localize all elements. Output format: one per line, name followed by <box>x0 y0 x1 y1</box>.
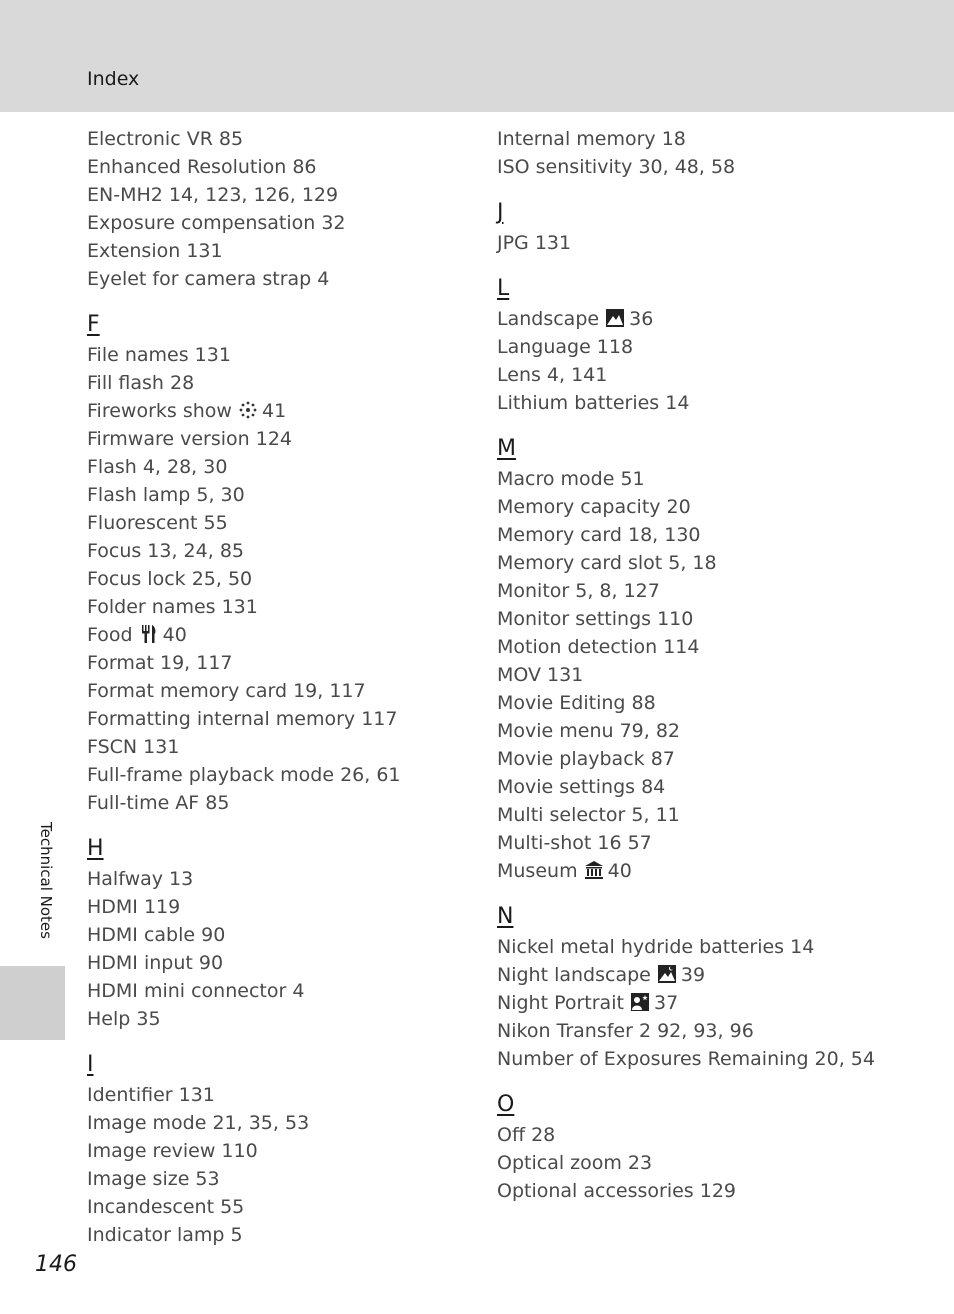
food-icon <box>139 624 159 644</box>
index-letter-m: M <box>497 436 516 461</box>
index-entry[interactable]: Nickel metal hydride batteries 14 <box>497 936 815 958</box>
fireworks-icon <box>238 400 258 420</box>
index-entry[interactable]: Eyelet for camera strap 4 <box>87 268 330 290</box>
index-group-j <box>497 229 875 257</box>
index-group-f-a <box>87 341 401 397</box>
index-group-e-continued <box>87 125 401 293</box>
index-entry[interactable]: Format 19, 117 <box>87 652 233 674</box>
index-entry[interactable]: Monitor settings 110 <box>497 608 694 630</box>
index-letter-j: J <box>497 200 504 225</box>
entry-label: Food <box>87 624 133 646</box>
index-entry[interactable]: Flash lamp 5, 30 <box>87 484 245 506</box>
index-group-f-c <box>87 649 401 817</box>
index-entry[interactable]: Formatting internal memory 117 <box>87 708 398 730</box>
index-entry[interactable]: HDMI mini connector 4 <box>87 980 305 1002</box>
index-letter-f: F <box>87 312 100 337</box>
index-entry[interactable]: Fluorescent 55 <box>87 512 228 534</box>
index-entry[interactable]: FSCN 131 <box>87 736 180 758</box>
index-entry[interactable]: Format memory card 19, 117 <box>87 680 366 702</box>
index-entry[interactable]: Memory card slot 5, 18 <box>497 552 717 574</box>
entry-pages: 37 <box>653 992 679 1014</box>
index-entry[interactable]: File names 131 <box>87 344 231 366</box>
index-group-i <box>87 1081 401 1249</box>
index-entry[interactable]: Fill flash 28 <box>87 372 195 394</box>
index-entry-food[interactable] <box>87 621 401 649</box>
index-group-h <box>87 865 401 1033</box>
entry-label: Night landscape <box>497 964 651 986</box>
index-entry[interactable]: Indicator lamp 5 <box>87 1224 243 1246</box>
index-entry[interactable]: Nikon Transfer 2 92, 93, 96 <box>497 1020 754 1042</box>
index-entry[interactable]: HDMI cable 90 <box>87 924 226 946</box>
index-letter-n: N <box>497 904 514 929</box>
index-entry[interactable]: JPG 131 <box>497 232 572 254</box>
entry-label: Museum <box>497 860 578 882</box>
index-group-o <box>497 1121 875 1205</box>
entry-pages: 41 <box>261 400 287 422</box>
index-entry[interactable]: Image size 53 <box>87 1168 220 1190</box>
index-entry[interactable]: Optical zoom 23 <box>497 1152 653 1174</box>
index-entry[interactable]: Halfway 13 <box>87 868 194 890</box>
index-entry[interactable]: Image review 110 <box>87 1140 258 1162</box>
index-entry[interactable]: EN-MH2 14, 123, 126, 129 <box>87 184 339 206</box>
section-tab <box>0 966 65 1040</box>
index-group-m <box>497 465 875 857</box>
index-entry[interactable]: Movie Editing 88 <box>497 692 656 714</box>
index-entry-landscape[interactable] <box>497 305 875 333</box>
index-entry[interactable]: Movie menu 79, 82 <box>497 720 681 742</box>
index-group-n-b <box>497 1017 875 1073</box>
index-entry[interactable]: Focus 13, 24, 85 <box>87 540 244 562</box>
index-entry[interactable]: Full-time AF 85 <box>87 792 230 814</box>
index-entry-fireworks[interactable] <box>87 397 401 425</box>
index-entry[interactable]: Number of Exposures Remaining 20, 54 <box>497 1048 875 1070</box>
index-entry[interactable]: Memory capacity 20 <box>497 496 691 518</box>
index-letter-i: I <box>87 1052 94 1077</box>
index-entry-night-portrait[interactable] <box>497 989 875 1017</box>
index-entry[interactable]: Macro mode 51 <box>497 468 645 490</box>
index-entry[interactable]: Extension 131 <box>87 240 223 262</box>
index-entry[interactable]: Language 118 <box>497 336 634 358</box>
index-entry[interactable]: Lens 4, 141 <box>497 364 608 386</box>
index-entry[interactable]: ISO sensitivity 30, 48, 58 <box>497 156 736 178</box>
index-entry[interactable]: Incandescent 55 <box>87 1196 245 1218</box>
index-entry[interactable]: Motion detection 114 <box>497 636 700 658</box>
page-header-title: Index <box>87 68 140 90</box>
index-column-right <box>497 125 875 1205</box>
index-entry[interactable]: Optional accessories 129 <box>497 1180 737 1202</box>
index-entry[interactable]: Electronic VR 85 <box>87 128 244 150</box>
section-tab-label: Technical Notes <box>37 822 55 939</box>
page-number: 146 <box>35 1252 77 1277</box>
index-entry[interactable]: Exposure compensation 32 <box>87 212 346 234</box>
entry-label: Night Portrait <box>497 992 624 1014</box>
index-entry[interactable]: Flash 4, 28, 30 <box>87 456 228 478</box>
index-letter-l: L <box>497 276 510 301</box>
night-portrait-icon <box>630 992 650 1012</box>
index-entry[interactable]: MOV 131 <box>497 664 584 686</box>
index-column-left <box>87 125 401 1249</box>
entry-label: Fireworks show <box>87 400 232 422</box>
index-entry-night-landscape[interactable] <box>497 961 875 989</box>
index-entry[interactable]: Image mode 21, 35, 53 <box>87 1112 310 1134</box>
index-group-i-continued <box>497 125 875 181</box>
index-entry[interactable]: Multi-shot 16 57 <box>497 832 652 854</box>
index-entry[interactable]: Lithium batteries 14 <box>497 392 690 414</box>
index-entry[interactable]: Focus lock 25, 50 <box>87 568 253 590</box>
index-entry[interactable]: Full-frame playback mode 26, 61 <box>87 764 401 786</box>
index-entry[interactable]: Off 28 <box>497 1124 556 1146</box>
entry-pages: 40 <box>162 624 187 646</box>
index-entry[interactable]: Enhanced Resolution 86 <box>87 156 317 178</box>
index-letter-o: O <box>497 1092 515 1117</box>
entry-label: Landscape <box>497 308 600 330</box>
index-entry[interactable]: Multi selector 5, 11 <box>497 804 680 826</box>
index-entry[interactable]: Movie playback 87 <box>497 748 675 770</box>
index-letter-h: H <box>87 836 104 861</box>
index-group-n-a <box>497 933 875 961</box>
index-entry[interactable]: Folder names 131 <box>87 596 258 618</box>
index-entry[interactable]: Firmware version 124 <box>87 428 293 450</box>
index-entry[interactable]: Monitor 5, 8, 127 <box>497 580 660 602</box>
index-entry[interactable]: Identifier 131 <box>87 1084 215 1106</box>
index-entry[interactable]: Memory card 18, 130 <box>497 524 701 546</box>
entry-pages: 39 <box>680 964 706 986</box>
entry-pages: 40 <box>607 860 632 882</box>
index-entry[interactable]: Movie settings 84 <box>497 776 666 798</box>
entry-pages: 36 <box>629 308 654 330</box>
index-entry[interactable]: Internal memory 18 <box>497 128 686 150</box>
index-entry[interactable]: HDMI 119 <box>87 896 181 918</box>
index-entry[interactable]: HDMI input 90 <box>87 952 224 974</box>
index-entry-museum[interactable] <box>497 857 875 885</box>
night-landscape-icon <box>657 964 677 984</box>
index-group-f-b <box>87 425 401 621</box>
museum-icon <box>584 860 604 880</box>
landscape-icon <box>605 308 625 328</box>
index-group-l <box>497 333 875 417</box>
header-band <box>0 0 954 112</box>
index-entry[interactable]: Help 35 <box>87 1008 161 1030</box>
